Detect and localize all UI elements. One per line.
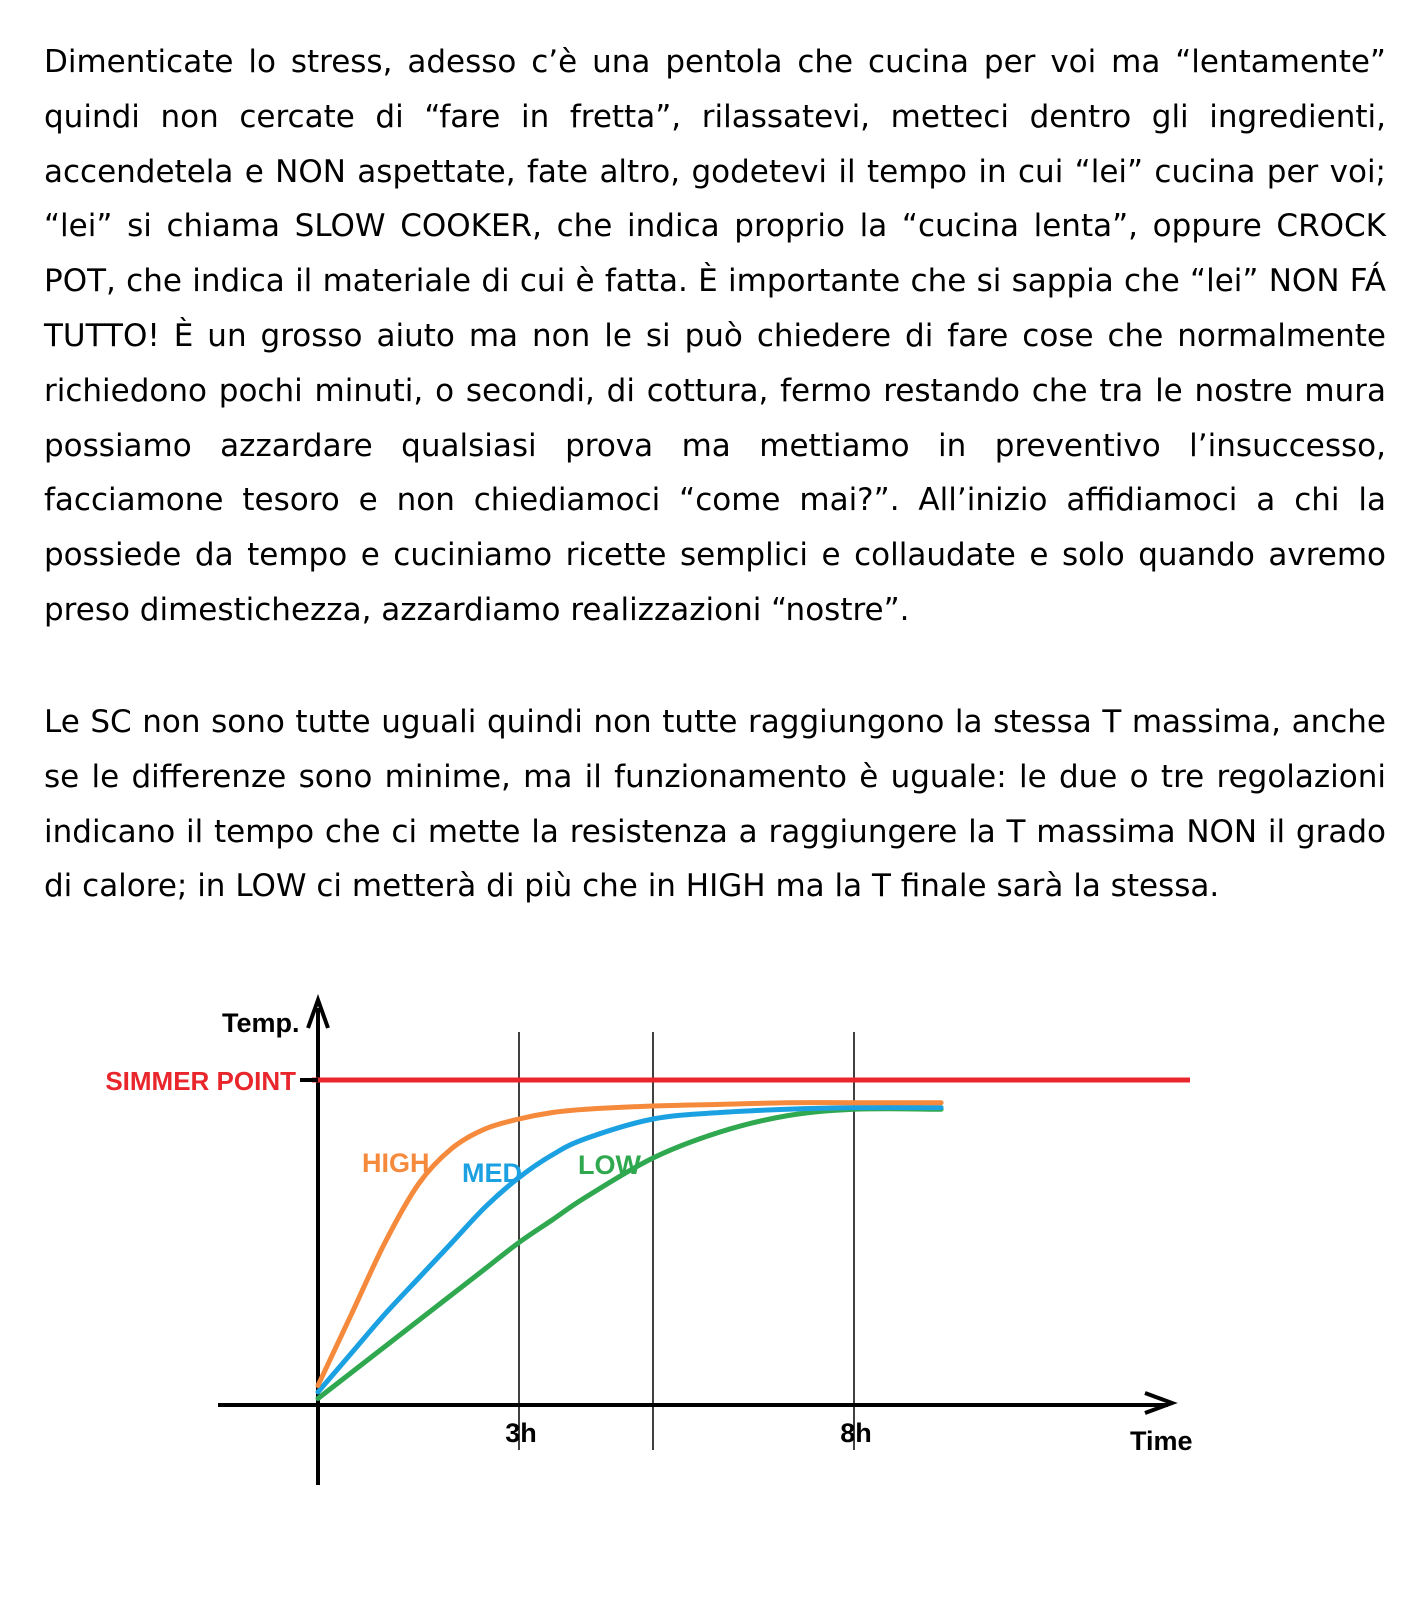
series-label-med: MED: [462, 1158, 522, 1188]
series-label-high: HIGH: [362, 1148, 430, 1178]
vertical-gridlines: [519, 1032, 854, 1450]
y-axis-label: Temp.: [222, 1008, 300, 1038]
x-axis-label: Time: [1130, 1426, 1193, 1456]
series-label-low: LOW: [578, 1150, 641, 1180]
simmer-point-label: SIMMER POINT: [105, 1066, 296, 1096]
x-tick-labels: [505, 1418, 872, 1448]
x-tick-label-3h: 3h: [505, 1418, 537, 1448]
x-tick-label-8h: 8h: [840, 1418, 872, 1448]
temperature-chart-svg: [0, 990, 1412, 1510]
series-lines: [318, 1103, 941, 1399]
paragraph-intro: Dimenticate lo stress, adesso c’è una pentola che cucina per voi ma “lentamente” quindi non cercate di “fare in fretta”, rilassatevi, metteci dentro gli ingredienti, accendetela e NON aspettate, fate altro, godetevi il tempo in cui “lei” cucina per voi; “lei” si chiama SLOW COOKER, che indica proprio la “cucina lenta”, oppure CROCK POT, che indica il materiale di cui è fatta. È importante che si sappia che “lei” NON FÁ TUTTO! È un grosso aiuto ma non le si può chiedere di fare cose che normalmente richiedono pochi minuti, o secondi, di cottura, fermo restando che tra le nostre mura possiamo azzardare qualsiasi prova ma mettiamo in preventivo l’insuccesso, facciamone tesoro e non chiediamoci “come mai?”. All’inizio affidiamoci a chi la possiede da tempo e cuciniamo ricette semplici e collaudate e solo quando avremo preso dimestichezza, azzardiamo realizzazioni “nostre”.: [44, 44, 1386, 628]
simmer-point-group: [105, 1066, 1190, 1096]
temperature-chart: [0, 990, 1412, 1510]
series-labels: [362, 1148, 641, 1188]
paragraph-settings: Le SC non sono tutte uguali quindi non tutte raggiungono la stessa T massima, anche se le differenze sono minime, ma il funzionamento è uguale: le due o tre regolazioni indicano il tempo che ci mette la resistenza a raggiungere la T massima NON il grado di calore; in LOW ci metterà di più che in HIGH ma la T finale sarà la stessa.: [44, 704, 1386, 905]
series-line-high: [318, 1103, 941, 1386]
axes: [218, 1000, 1193, 1485]
